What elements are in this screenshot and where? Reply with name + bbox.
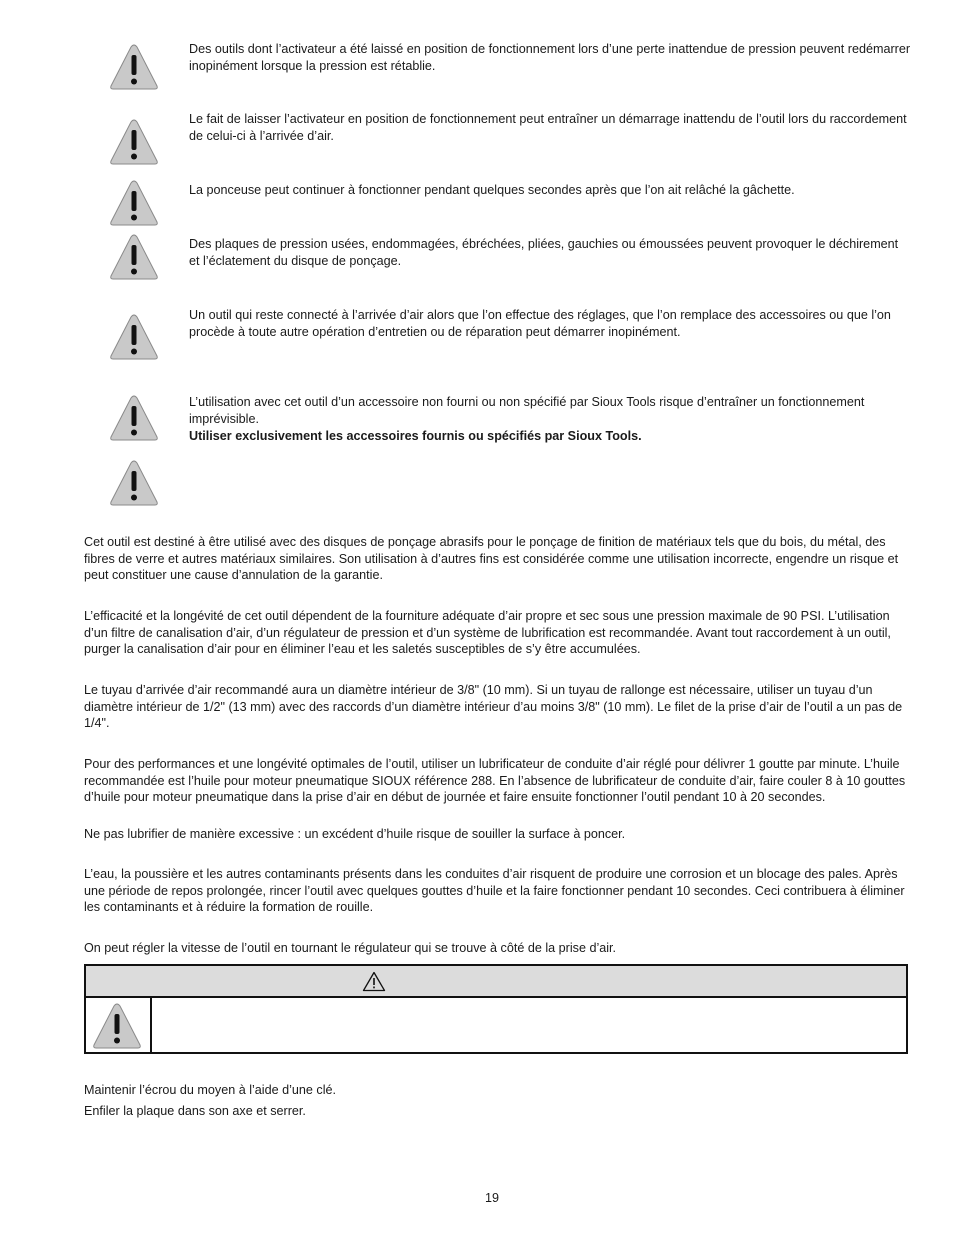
warning-triangle-icon [109,118,159,166]
warning-triangle-icon [109,43,159,91]
warning-bold-text: Utiliser exclusivement les accessoires fournis ou spécifiés par Sioux Tools. [189,429,642,443]
caution-icon-cell [86,998,152,1052]
paragraph-thread-plate: Enfiler la plaque dans son axe et serrer. [84,1104,306,1118]
paragraph-hose: Le tuyau d’arrivée d’air recommandé aura un diamètre intérieur de 3/8" (10 mm). Si un tuyau de rallonge est nécessaire, utiliser un tuyau d’un diamètre intérieur de 1/2" (13 mm) avec des raccords d’un diamètre intérieur d’au moins 3/8" (10 mm). Le filet de la prise d’air de l’outil a un pas de 1/4". [84,683,903,731]
warning-triangle-icon [109,179,159,227]
warning-triangle-icon [109,459,159,507]
warning-text: La ponceuse peut continuer à fonctionner pendant quelques secondes après que l’on ait relâché la gâchette. [189,183,795,197]
warning-triangle-icon [109,313,159,361]
paragraph-contaminants: L’eau, la poussière et les autres contaminants présents dans les conduites d’air risquent de produire une corrosion et un blocage des pales. Après une période de repos prolongée, rincer l’outil avec quelques gouttes d’huile et la faire fonctionner pendant 10 secondes. Ceci contribuera à éliminer les contaminants et à réduire la formation de rouille. [84,867,905,915]
warning-outline-icon [362,971,386,992]
caution-text-cell [152,998,906,1052]
paragraph-hold-nut: Maintenir l’écrou du moyen à l’aide d’une clé. [84,1083,337,1097]
paragraph-lubrication: Pour des performances et une longévité optimales de l’outil, utiliser un lubrificateur de conduite d’air réglé pour délivrer 1 goutte par minute. L’huile recommandée est l’huile pour moteur pneumatique SIOUX référence 288. En l’absence de lubrificateur de conduite d’air, faire couler 8 à 10 gouttes d’huile pour moteur pneumatique dans la prise d’air en début de journée et faire ensuite fonctionner l’outil pendant 10 à 20 secondes. [84,757,906,805]
paragraph-no-excess-oil: Ne pas lubrifier de manière excessive : un excédent d’huile risque de souiller la surface à poncer. [84,827,626,841]
warning-text: Le fait de laisser l’activateur en position de fonctionnement peut entraîner un démarrage inattendu de l’outil lors du raccordement de celui-ci à l’arrivée d’air. [189,112,907,143]
warning-text [189,394,911,445]
warning-text: Des outils dont l’activateur a été laissé en position de fonctionnement lors d’une perte inattendue de pression peuvent redémarrer inopinément lorsque la pression est rétablie. [189,42,911,73]
warning-text: Un outil qui reste connecté à l’arrivée d’air alors que l’on effectue des réglages, que l’on remplace des accessoires ou que l’on procède à toute autre opération d’entretien ou de réparation peut démarrer inopinément. [189,308,891,339]
caution-header [86,966,906,998]
paragraph-intended-use: Cet outil est destiné à être utilisé avec des disques de ponçage abrasifs pour le ponçage de finition de matériaux tels que du bois, du métal, des fibres de verre et autres matériaux similaires. Son utilisation à d’autres fins est considérée comme une utilisation incorrecte, engendre un risque et peut constituer une cause d’annulation de la garantie. [84,535,899,583]
warning-triangle-icon [109,233,159,281]
warning-triangle-icon [92,1002,142,1050]
paragraph-speed: On peut régler la vitesse de l’outil en tournant le régulateur qui se trouve à côté de la prise d’air. [84,941,617,955]
warning-text: Des plaques de pression usées, endommagées, ébréchées, pliées, gauchies ou émoussées peuvent provoquer le déchirement et l’éclatement du disque de ponçage. [189,237,899,268]
paragraph-air-supply: L’efficacité et la longévité de cet outil dépendent de la fourniture adéquate d’air propre et sec sous une pression maximale de 90 PSI. L’utilisation d’un filtre de canalisation d’air, d’un régulateur de pression et d’un système de lubrification est recommandée. Avant tout raccordement à un outil, purger la canalisation d’air pour en éliminer l’eau et les saletés susceptibles de s’y être accumulées. [84,609,891,657]
warning-text-line: L’utilisation avec cet outil d’un accessoire non fourni ou non spécifié par Sioux Tools risque d’entraîner un fonctionnement imprévisible. [189,395,865,426]
caution-box [84,964,908,1054]
page-number: 19 [484,1191,499,1205]
warning-triangle-icon [109,394,159,442]
